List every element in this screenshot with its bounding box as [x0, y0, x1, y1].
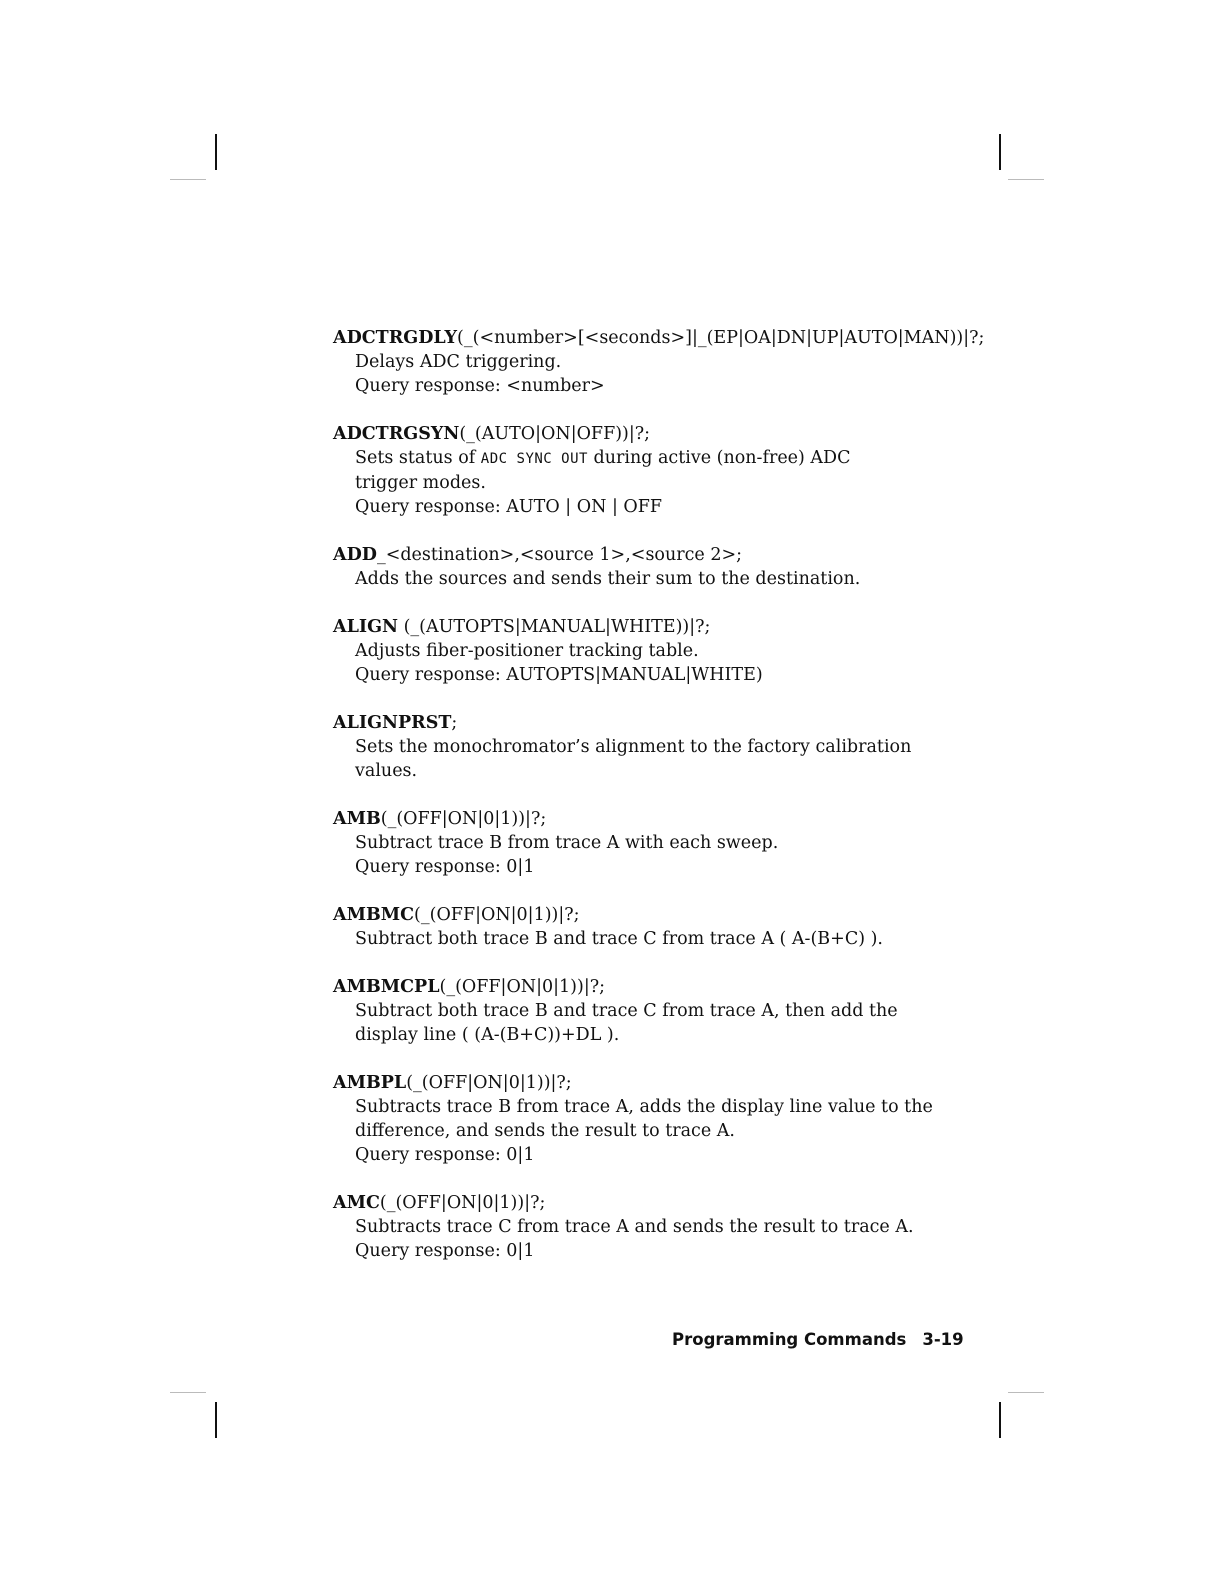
crop-mark-top-right [999, 134, 1001, 170]
command-syntax [333, 711, 1033, 735]
command-name: ADCTRGDLY [333, 328, 458, 348]
command-name: AMBMC [333, 905, 415, 925]
query-response: Query response: <number> [355, 376, 605, 396]
command-entry-ambmc [333, 903, 1033, 951]
crop-mark-bottom-right [999, 1402, 1001, 1438]
command-description: difference, and sends the result to trace A. [355, 1121, 735, 1141]
command-description: Subtract both trace B and trace C from trace A ( A-(B+C) ). [355, 929, 883, 949]
command-name: AMC [333, 1193, 380, 1213]
command-description: Sets the monochromator’s alignment to the factory calibration [355, 737, 912, 757]
description-text: Sets status of [355, 448, 481, 468]
command-syntax [333, 615, 1033, 639]
command-description: Subtract both trace B and trace C from trace A, then add the [355, 1001, 898, 1021]
command-syntax [333, 903, 1033, 927]
command-args: (_(OFF|ON|0|1))|?; [414, 905, 580, 925]
command-description: Adds the sources and sends their sum to the destination. [355, 569, 861, 589]
crop-mark-bottom-right-h [1008, 1392, 1044, 1393]
command-entry-ambmcpl [333, 975, 1033, 1047]
command-args: ; [451, 713, 458, 733]
command-name: ALIGNPRST [333, 713, 452, 733]
crop-mark-top-left [215, 134, 217, 170]
page-footer [672, 1330, 964, 1349]
command-description: Delays ADC triggering. [355, 352, 562, 372]
query-response: Query response: 0|1 [355, 857, 535, 877]
command-entry-alignprst [333, 711, 1033, 783]
command-args: _<destination>,<source 1>,<source 2>; [376, 545, 743, 565]
command-args: (_(OFF|ON|0|1))|?; [380, 809, 547, 829]
command-entry-adctrgdly [333, 326, 1033, 398]
command-args: (_(<number>[<seconds>]|_(EP|OA|DN|UP|AUTO|MAN))|?; [457, 328, 985, 348]
query-response: Query response: AUTO | ON | OFF [355, 497, 663, 517]
crop-mark-bottom-left [215, 1402, 217, 1438]
command-list [333, 326, 1033, 1287]
command-syntax [333, 422, 1033, 446]
command-description [333, 446, 1033, 471]
command-syntax [333, 1191, 1033, 1215]
command-description: Subtracts trace C from trace A and sends the result to trace A. [355, 1217, 914, 1237]
command-args: (_(AUTOPTS|MANUAL|WHITE))|?; [398, 617, 711, 637]
command-name: AMB [333, 809, 381, 829]
command-syntax [333, 975, 1033, 999]
command-entry-amb [333, 807, 1033, 879]
command-description: values. [355, 761, 418, 781]
command-args: (_(OFF|ON|0|1))|?; [379, 1193, 546, 1213]
command-entry-align [333, 615, 1033, 687]
command-args: (_(OFF|ON|0|1))|?; [406, 1073, 572, 1093]
command-entry-amc [333, 1191, 1033, 1263]
softkey-label: ADC SYNC OUT [480, 451, 588, 467]
command-description: Subtract trace B from trace A with each sweep. [355, 833, 779, 853]
command-description: Subtracts trace B from trace A, adds the display line value to the [355, 1097, 933, 1117]
query-response: Query response: AUTOPTS|MANUAL|WHITE) [355, 665, 763, 685]
command-name: ALIGN [333, 617, 399, 637]
command-syntax [333, 807, 1033, 831]
crop-mark-bottom-left-h [170, 1392, 206, 1393]
command-args: (_(AUTO|ON|OFF))|?; [459, 424, 651, 444]
command-description: trigger modes. [355, 473, 486, 493]
command-entry-adctrgsyn [333, 422, 1033, 519]
page-number: 3-19 [922, 1330, 964, 1349]
command-syntax [333, 1071, 1033, 1095]
crop-mark-top-right-h [1008, 179, 1044, 180]
footer-section-title: Programming Commands [672, 1330, 907, 1349]
query-response: Query response: 0|1 [355, 1145, 535, 1165]
crop-mark-top-left-h [170, 179, 206, 180]
command-name: AMBMCPL [333, 977, 440, 997]
description-text: during active (non-free) ADC [587, 448, 851, 468]
command-name: AMBPL [333, 1073, 407, 1093]
query-response: Query response: 0|1 [355, 1241, 535, 1261]
command-entry-add [333, 543, 1033, 591]
command-name: ADD [333, 545, 377, 565]
command-syntax [333, 326, 1033, 350]
command-syntax [333, 543, 1033, 567]
command-description: display line ( (A-(B+C))+DL ). [355, 1025, 620, 1045]
command-entry-ambpl [333, 1071, 1033, 1167]
command-description: Adjusts fiber-positioner tracking table. [355, 641, 699, 661]
command-name: ADCTRGSYN [333, 424, 460, 444]
command-args: (_(OFF|ON|0|1))|?; [439, 977, 605, 997]
